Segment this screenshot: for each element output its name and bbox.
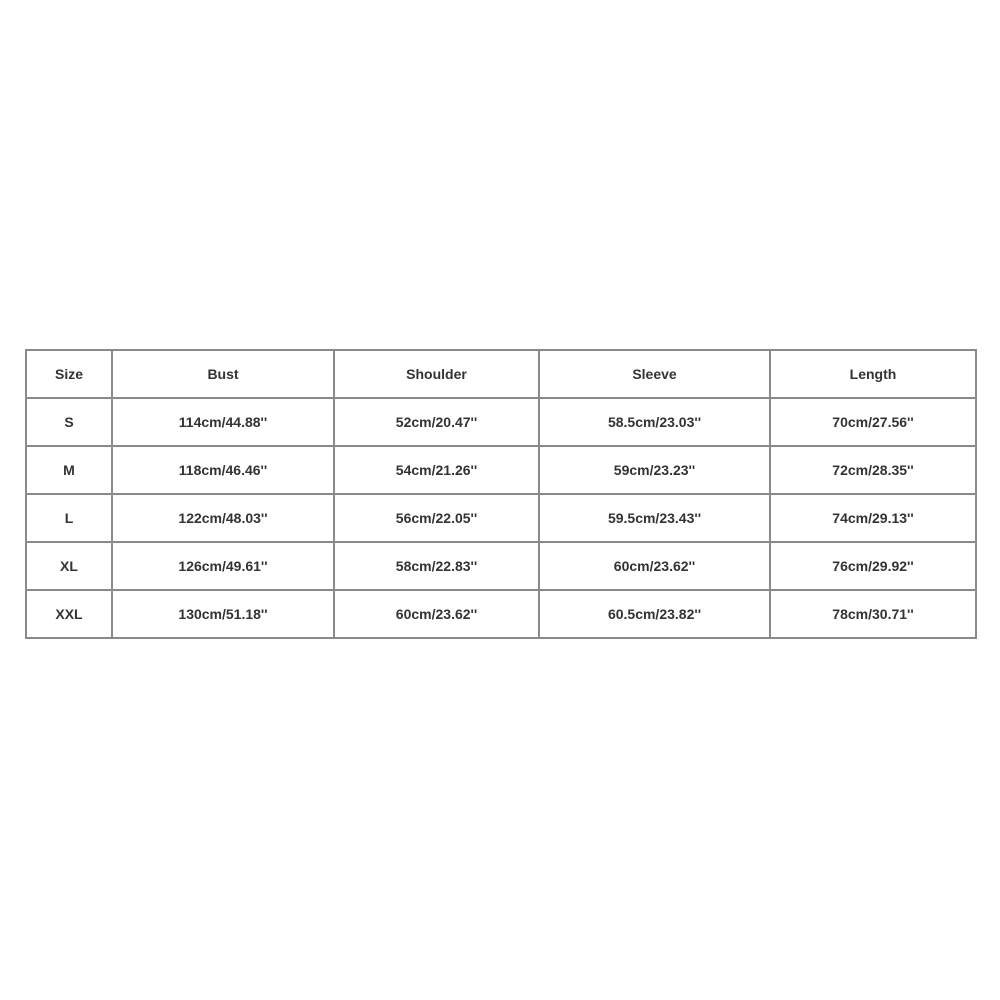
header-row — [26, 350, 976, 398]
cell-size: XL — [26, 542, 112, 590]
cell-shoulder: 60cm/23.62'' — [334, 590, 539, 638]
cell-bust: 126cm/49.61'' — [112, 542, 334, 590]
cell-size: XXL — [26, 590, 112, 638]
cell-sleeve: 58.5cm/23.03'' — [539, 398, 770, 446]
header-size: Size — [26, 350, 112, 398]
cell-shoulder: 58cm/22.83'' — [334, 542, 539, 590]
table-row — [26, 590, 976, 638]
table-row — [26, 494, 976, 542]
table-row — [26, 542, 976, 590]
cell-shoulder: 52cm/20.47'' — [334, 398, 539, 446]
size-chart-table — [25, 349, 977, 639]
cell-length: 70cm/27.56'' — [770, 398, 976, 446]
cell-sleeve: 59.5cm/23.43'' — [539, 494, 770, 542]
cell-bust: 122cm/48.03'' — [112, 494, 334, 542]
cell-sleeve: 59cm/23.23'' — [539, 446, 770, 494]
cell-length: 72cm/28.35'' — [770, 446, 976, 494]
cell-size: M — [26, 446, 112, 494]
table-row — [26, 446, 976, 494]
cell-size: S — [26, 398, 112, 446]
header-shoulder: Shoulder — [334, 350, 539, 398]
cell-size: L — [26, 494, 112, 542]
cell-shoulder: 54cm/21.26'' — [334, 446, 539, 494]
cell-length: 76cm/29.92'' — [770, 542, 976, 590]
cell-sleeve: 60cm/23.62'' — [539, 542, 770, 590]
table-row — [26, 398, 976, 446]
cell-shoulder: 56cm/22.05'' — [334, 494, 539, 542]
cell-bust: 130cm/51.18'' — [112, 590, 334, 638]
header-bust: Bust — [112, 350, 334, 398]
cell-length: 78cm/30.71'' — [770, 590, 976, 638]
cell-sleeve: 60.5cm/23.82'' — [539, 590, 770, 638]
header-length: Length — [770, 350, 976, 398]
cell-length: 74cm/29.13'' — [770, 494, 976, 542]
cell-bust: 118cm/46.46'' — [112, 446, 334, 494]
header-sleeve: Sleeve — [539, 350, 770, 398]
cell-bust: 114cm/44.88'' — [112, 398, 334, 446]
